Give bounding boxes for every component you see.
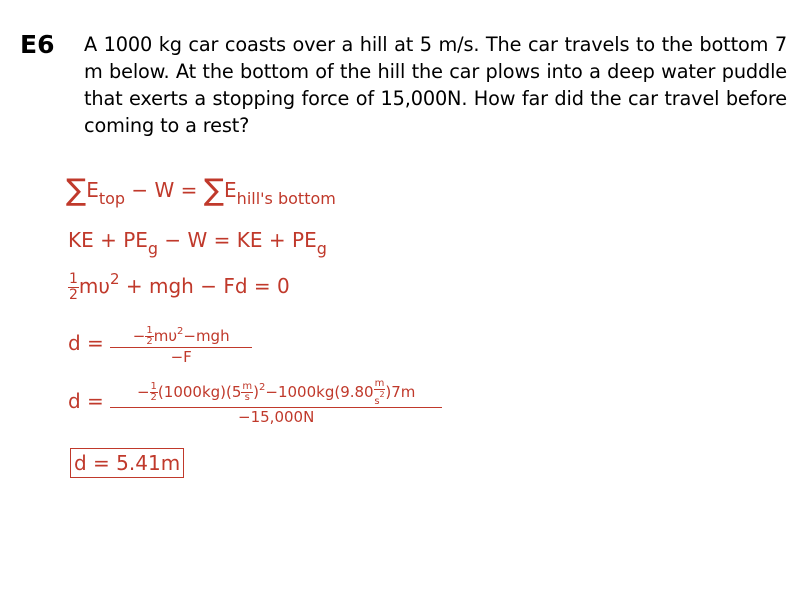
problem-text: A 1000 kg car coasts over a hill at 5 m/s. The car travels to the bottom 7 m below. At the bottom of the hill the car plows into a deep water puddle that exerts a stopping force of 15,000N. How far did the car travel before coming to a rest? (84, 33, 787, 137)
equation-ke-pe: KE + $PE_g - W$ = KE + $PE_g$ (68, 228, 327, 258)
equation-expanded: $\frac{1}{2}$ $m\upsilon^2$ + mgh − Fd = 0 (69, 270, 290, 303)
answer-box: d = 5.41m (70, 451, 184, 475)
problem-label: E6 (20, 30, 55, 59)
equation-solve-d: d = − $\frac{1}{2}$ $m\upsilon^2-mgh$ −F (68, 322, 252, 367)
equation-substitute: d = − $\frac{1}{2}$ (1000kg)(5 $\frac{m}{s}$ )$^2$−1000kg(9.80 $\frac{m}{s^2}$ )7m −15,000N (68, 378, 442, 427)
equation-energy-sum: $\sum E_{top} - W = \sum E_{hill's bottom}$ (66, 173, 336, 208)
